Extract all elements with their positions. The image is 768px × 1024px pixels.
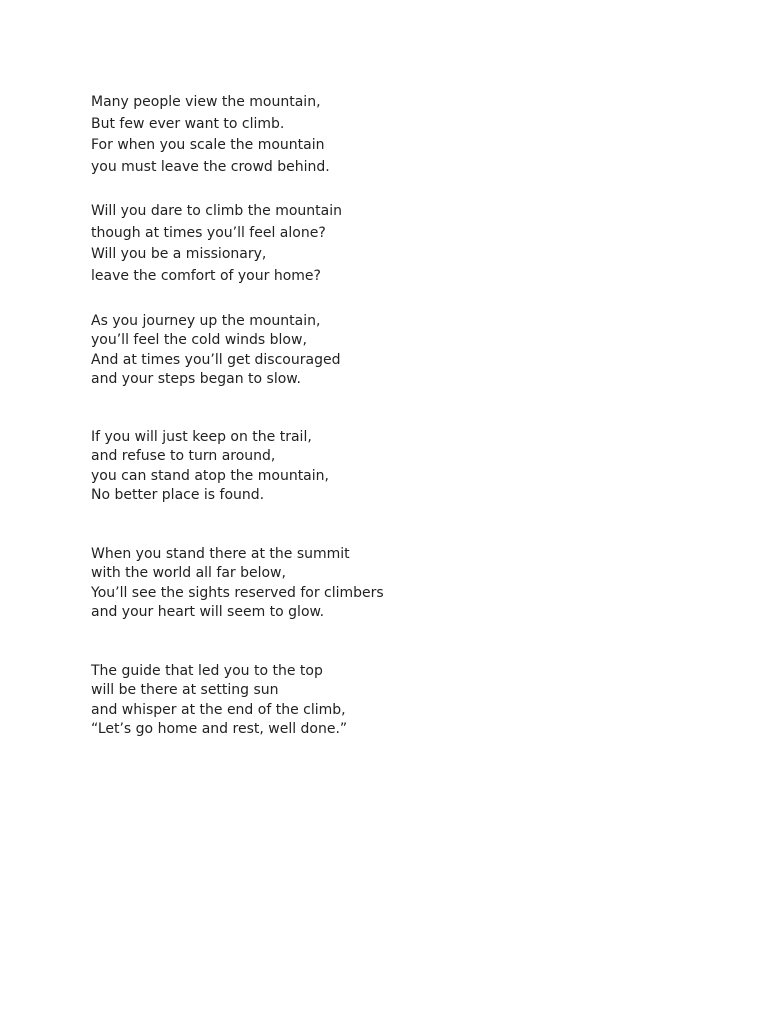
poem-line: If you will just keep on the trail, <box>91 429 312 445</box>
poem-line: leave the comfort of your home? <box>91 267 321 284</box>
poem-line: As you journey up the mountain, <box>91 313 321 329</box>
poem-line: For when you scale the mountain <box>91 137 325 153</box>
poem-line: and your heart will seem to glow. <box>91 604 325 621</box>
poem-line: Will you be a missionary, <box>91 246 267 262</box>
poem-line: will be there at setting sun <box>91 682 279 699</box>
poem-line: When you stand there at the summit <box>91 546 350 562</box>
poem-stanza-2 <box>91 201 751 287</box>
poem-line: you must leave the crowd behind. <box>91 158 330 175</box>
poem-line: you can stand atop the mountain, <box>91 467 329 484</box>
poem-line: though at times you’ll feel alone? <box>91 224 326 241</box>
poem-stanza-1 <box>91 92 751 178</box>
poem-line: And at times you’ll get discouraged <box>91 351 341 368</box>
poem-line: with the world all far below, <box>91 565 286 582</box>
poem-line: “Let’s go home and rest, well done.” <box>91 721 348 738</box>
poem-stanza-4 <box>91 428 751 506</box>
poem-line: and whisper at the end of the climb, <box>91 701 346 718</box>
poem-line: You’ll see the sights reserved for climbers <box>91 584 384 601</box>
poem-line: Will you dare to climb the mountain <box>91 203 342 219</box>
poem-line: No better place is found. <box>91 487 265 504</box>
poem-line: Many people view the mountain, <box>91 94 321 110</box>
poem-line: and your steps began to slow. <box>91 371 301 388</box>
poem-line: But few ever want to climb. <box>91 115 285 132</box>
poem-stanza-6 <box>91 662 751 740</box>
poem-line: you’ll feel the cold winds blow, <box>91 332 307 349</box>
poem-line: and refuse to turn around, <box>91 448 276 465</box>
poem-stanza-5 <box>91 545 751 623</box>
poem-line: The guide that led you to the top <box>91 663 323 679</box>
poem-stanza-3 <box>91 312 751 390</box>
